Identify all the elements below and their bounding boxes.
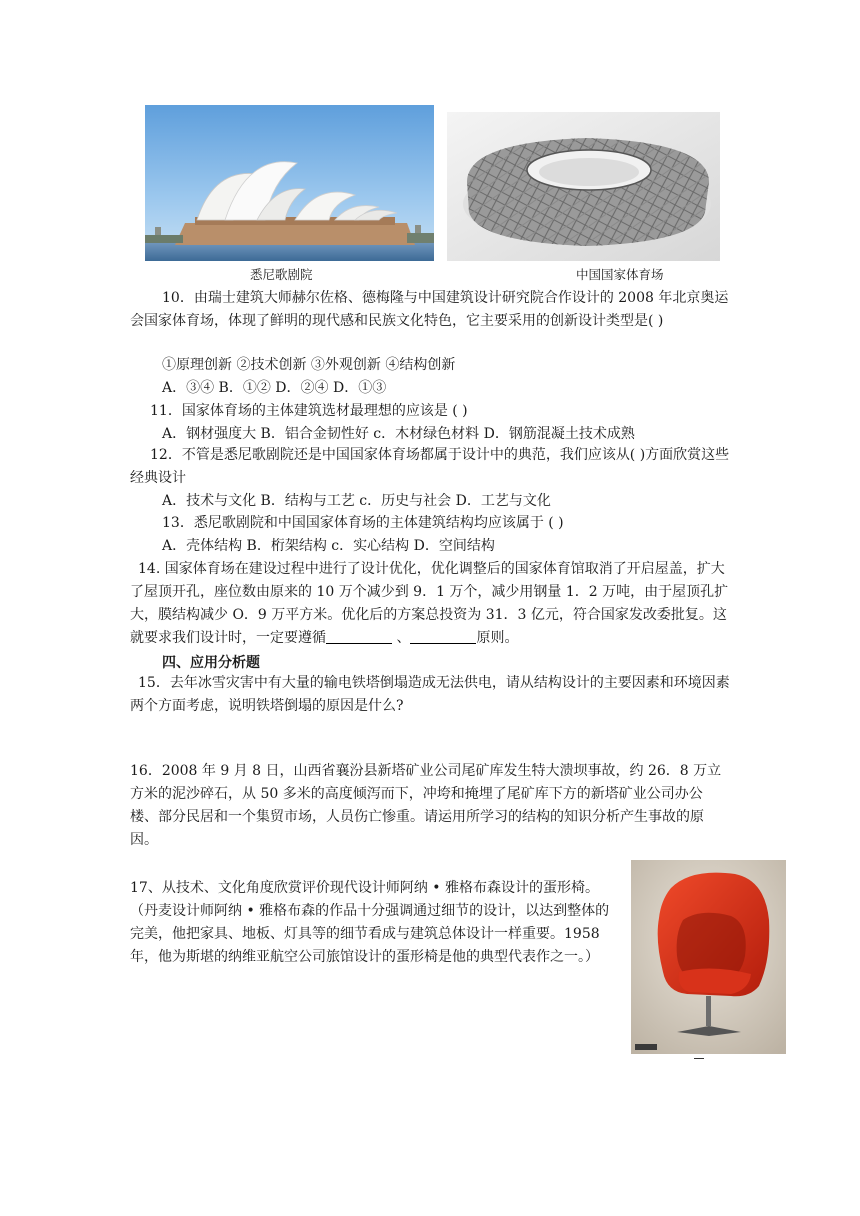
question-14-text: 14. 国家体育场在建设过程中进行了设计优化，优化调整后的国家体育馆取消了开启屋盖，扩大了屋顶开孔，座位数由原来的 10 万个减少到 9．1 万个，减少用钢量 1．2 万吨，由于屋顶孔扩大，膜结构减少 O．9 万平方米。优化后的方案总投资为 31．3 亿元，符合国家发改委批复。这就要求我们设计时，一定要遵循 <box>130 561 729 646</box>
question-12-options: A．技术与文化 B．结构与工艺 c．历史与社会 D．工艺与文化 <box>162 493 551 509</box>
answer-blank-1[interactable] <box>326 629 392 644</box>
question-11: 11．国家体育场的主体建筑选材最理想的应该是 ( ) <box>150 403 468 419</box>
question-10-options: A．③④ B．①② D．②④ D．①③ <box>162 380 387 396</box>
egg-chair-image <box>631 860 786 1054</box>
question-17: 17、从技术、文化角度欣赏评价现代设计师阿纳 • 雅格布森设计的蛋形椅。（丹麦设计师阿纳 • 雅格布森的作品十分强调通过细节的设计，以达到整体的完美，他把家具、地板、灯具等的细节看成与建筑总体设计一样重要。1958 年，他为斯堪的纳维亚航空公司旅馆设计的蛋形椅是他的典型代表作之一。） <box>130 880 610 965</box>
question-14-separator: 、 <box>392 630 411 646</box>
sydney-opera-house-image <box>145 105 434 261</box>
opera-house-caption: 悉尼歌剧院 <box>250 267 313 282</box>
question-16: 16．2008 年 9 月 8 日，山西省襄汾县新塔矿业公司尾矿库发生特大溃坝事故，约 26．8 万立方米的泥沙碎石，从 50 多米的高度倾泻而下，冲垮和掩埋了尾矿库下方的新塔矿业公司办公楼、部分民居和一个集贸市场，人员伤亡惨重。请运用所学习的结构的知识分析产生事故的原因。 <box>130 763 722 848</box>
question-13: 13．悉尼歌剧院和中国国家体育场的主体建筑结构均应该属于 ( ) <box>162 515 564 531</box>
stadium-caption: 中国国家体育场 <box>576 267 664 282</box>
section-heading: 四、应用分析题 <box>162 655 260 671</box>
question-10-items: ①原理创新 ②技术创新 ③外观创新 ④结构创新 <box>162 357 456 373</box>
answer-blank-2[interactable] <box>410 629 476 644</box>
divider-tick <box>694 1058 704 1059</box>
question-12: 12．不管是悉尼歌剧院还是中国国家体育场都属于设计中的典范，我们应该从( )方面欣赏这些经典设计 <box>130 447 730 486</box>
question-10: 10．由瑞士建筑大师赫尔佐格、德梅隆与中国建筑设计研究院合作设计的 2008 年北京奥运会国家体育场，体现了鲜明的现代感和民族文化特色，它主要采用的创新设计类型是( ) <box>130 290 729 329</box>
question-15: 15．去年冰雪灾害中有大量的输电铁塔倒塌造成无法供电，请从结构设计的主要因素和环境因素两个方面考虑，说明铁塔倒塌的原因是什么? <box>130 675 730 714</box>
question-11-options: A．钢材强度大 B．铝合金韧性好 c．木材绿色材料 D．钢筋混凝土技术成熟 <box>162 426 635 442</box>
national-stadium-image <box>447 112 720 261</box>
question-14 <box>130 558 730 650</box>
question-14-tail: 原则。 <box>476 630 519 646</box>
question-13-options: A．壳体结构 B．桁架结构 c．实心结构 D．空间结构 <box>162 538 495 554</box>
